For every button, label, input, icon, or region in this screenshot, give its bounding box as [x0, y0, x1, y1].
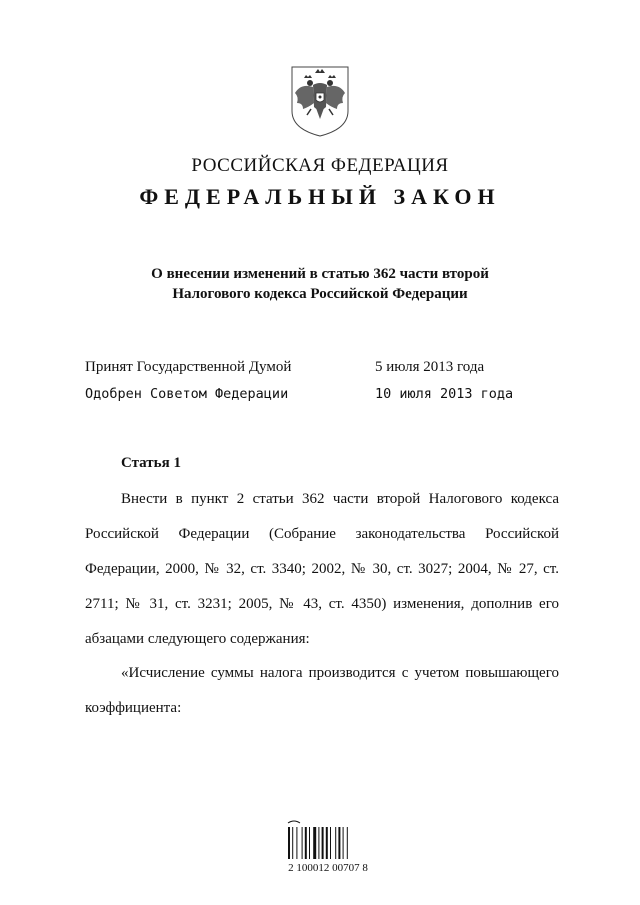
law-subject — [0, 264, 640, 304]
adoption-council-label: Одобрен Советом Федерации — [85, 386, 289, 402]
coat-of-arms-icon — [289, 63, 351, 138]
law-subject-line: Налогового кодекса Российской Федерации — [172, 286, 468, 302]
adoption-duma-label: Принят Государственной Думой — [85, 359, 292, 375]
article-paragraph: «Исчисление суммы налога производится с учетом повышающего коэффициента: — [85, 665, 559, 716]
country-name: РОССИЙСКАЯ ФЕДЕРАЦИЯ — [191, 155, 449, 176]
article-heading: Статья 1 — [121, 455, 181, 471]
adoption-duma-date: 5 июля 2013 года — [375, 359, 485, 375]
law-subject-line: О внесении изменений в статью 362 части второй — [151, 266, 489, 282]
article-paragraph: Внести в пункт 2 статьи 362 части второй Налогового кодекса Российской Федерации (Собрание законодательства Российской Федерации, 2000, № 32, ст. 3340; 2002, № 30, ст. 3027; 2004, № 27, ст. 2711; № 31, ст. 3231; 2005, № 43, ст. 4350) изменения, дополнив его абзацами следующего содержания: — [85, 491, 559, 647]
adoption-council-date: 10 июля 2013 года — [375, 386, 514, 402]
barcode-number: 2 100012 00707 8 — [288, 862, 368, 874]
law-type-title: ФЕДЕРАЛЬНЫЙ ЗАКОН — [139, 184, 501, 209]
